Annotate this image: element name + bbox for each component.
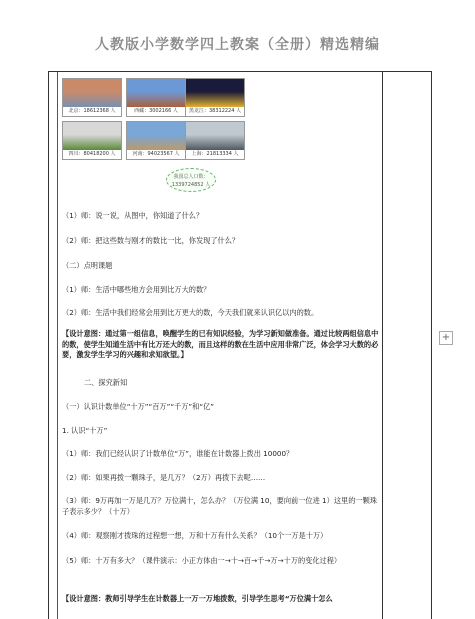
page-title: 人教版小学数学四上教案（全册）精选精编 bbox=[95, 37, 380, 53]
photo-beijing bbox=[62, 78, 122, 117]
photo-heilongjiang bbox=[185, 78, 245, 117]
photo-shanghai bbox=[185, 121, 245, 160]
table-gutter-line bbox=[57, 72, 58, 619]
paragraph: （4）师：观察刚才拨珠的过程想一想，万和十万有什么关系？（10个一万是十万） bbox=[62, 531, 328, 540]
photo-beijing-image bbox=[63, 79, 121, 107]
total-population-badge bbox=[166, 168, 216, 192]
photo-sichuan bbox=[62, 121, 122, 160]
photo-caption: 黑龙江：38312224 人 bbox=[186, 107, 244, 116]
badge-value: 1339724852 人 bbox=[171, 182, 211, 188]
subsection-heading: 1. 认识“十万” bbox=[62, 426, 108, 435]
photo-henan-image bbox=[127, 122, 185, 150]
subsection-heading: （一）认识计数单位“十万”“百万”“千万”和“亿” bbox=[62, 402, 214, 411]
photo-tibet bbox=[126, 78, 186, 117]
design-intent-note: 【设计意图：教师引导学生在计数器上一万一万地拨数，引导学生思考“万位满十怎么 bbox=[62, 594, 333, 603]
add-column-handle[interactable]: + bbox=[439, 331, 453, 345]
photo-sichuan-image bbox=[63, 122, 121, 150]
photo-caption: 四川：80418200 人 bbox=[63, 150, 121, 159]
photo-henan bbox=[126, 121, 186, 160]
photo-shanghai-image bbox=[186, 122, 244, 150]
section-heading: 二、探究新知 bbox=[84, 378, 128, 387]
photo-caption: 河南：94023567 人 bbox=[127, 150, 185, 159]
paragraph: （2）师：如果再拨一颗珠子，是几万？（2万）再拨下去呢…… bbox=[62, 473, 266, 482]
paragraph: （3）师：9万再加一万是几万？万位满十，怎么办？（万位满 10，要向前一位进 1）这里的一颗珠子表示多少？（十万） bbox=[62, 496, 377, 516]
photo-caption: 上海：21813334 人 bbox=[186, 150, 244, 159]
design-intent-note: 【设计意图：通过第一组信息，唤醒学生的已有知识经验，为学习新知做准备。通过比较两组信息中的数，使学生知道生活中有比万还大的数，而且这样的数在生活中应用非常广泛，体会学习大数的必要，激发学生学习的兴趣和求知欲望。】 bbox=[62, 329, 379, 359]
paragraph: （5）师：十万有多大？（课件演示：小正方体由一→十→百→千→万→十万的变化过程） bbox=[62, 556, 342, 565]
photo-caption: 北京：18612368 人 bbox=[63, 107, 121, 116]
badge-label: 我国总人口数： bbox=[173, 174, 209, 180]
paragraph: （1）师：说一说，从图中，你知道了什么？ bbox=[62, 211, 204, 220]
section-heading: （二）点明课题 bbox=[62, 261, 113, 270]
photo-tibet-image bbox=[127, 79, 185, 107]
paragraph: （1）师：我们已经认识了计数单位“万”，谁能在计数器上拨出 10000？ bbox=[62, 449, 294, 458]
photo-caption: 西藏：3002166 人 bbox=[127, 107, 185, 116]
paragraph: （2）师：生活中我们经常会用到比万更大的数，今天我们就来认识亿以内的数。 bbox=[62, 308, 319, 317]
photo-heilongjiang-image bbox=[186, 79, 244, 107]
paragraph: （2）师：把这些数与刚才的数比一比，你发现了什么？ bbox=[62, 236, 240, 245]
paragraph: （1）师：生活中哪些地方会用到比万大的数？ bbox=[62, 285, 211, 294]
